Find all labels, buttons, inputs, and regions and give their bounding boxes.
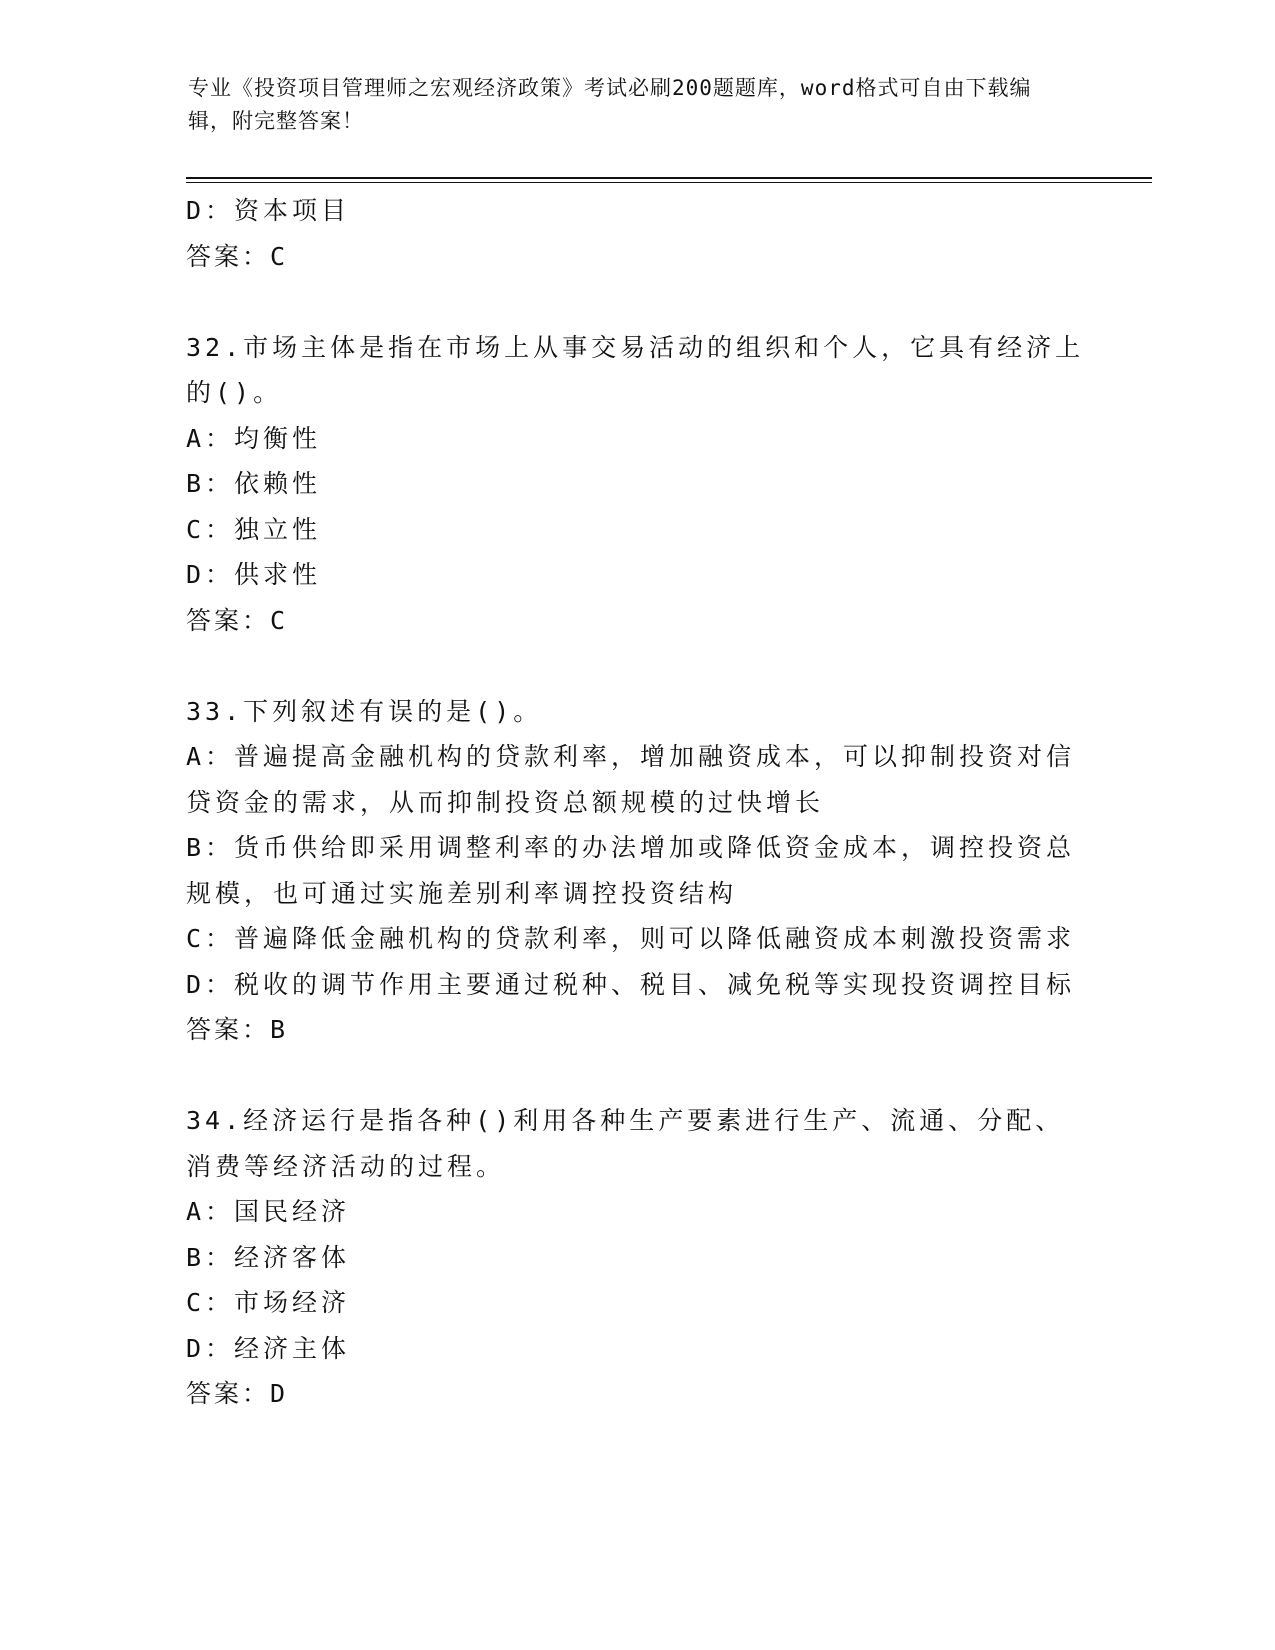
document-header <box>188 72 1068 138</box>
option-b: B：经济客体 <box>186 1242 351 1272</box>
header-divider-bottom <box>186 182 1152 183</box>
option-c: C：独立性 <box>186 514 322 544</box>
option-d: D：税收的调节作用主要通过税种、税目、减免税等实现投资调控目标 <box>186 969 1076 999</box>
option-a: A：均衡性 <box>186 423 322 453</box>
spacer <box>186 643 1086 689</box>
header-divider-top <box>186 177 1152 179</box>
question-stem: 34.经济运行是指各种()利用各种生产要素进行生产、流通、分配、消费等经济活动的过程。 <box>186 1106 1065 1181</box>
answer: 答案：C <box>186 605 289 635</box>
option-b: B：依赖性 <box>186 469 322 498</box>
option-c: C：普遍降低金融机构的贷款利率，则可以降低融资成本刺激投资需求 <box>186 924 1076 953</box>
option-b: B：货币供给即采用调整利率的办法增加或降低资金成本，调控投资总规模，也可通过实施差别利率调控投资结构 <box>186 833 1076 908</box>
answer: 答案：D <box>186 1379 289 1408</box>
option-d: D：供求性 <box>186 560 322 589</box>
option-a: A：国民经济 <box>186 1197 351 1226</box>
question-34 <box>186 1098 1086 1417</box>
question-list <box>186 188 1086 1417</box>
spacer <box>186 279 1086 325</box>
answer: 答案：B <box>186 1015 289 1044</box>
question-stem: 32.市场主体是指在市场上从事交易活动的组织和个人，它具有经济上的()。 <box>186 332 1085 407</box>
option-c: C：市场经济 <box>186 1288 351 1317</box>
prev-answer: 答案：C <box>186 241 289 271</box>
option-d: D：经济主体 <box>186 1333 351 1363</box>
header-title: 专业《投资项目管理师之宏观经济政策》考试必刷200题题库，word格式可自由下载编辑，附完整答案！ <box>188 76 1032 133</box>
question-32 <box>186 325 1086 644</box>
spacer <box>186 1053 1086 1099</box>
question-stem: 33.下列叙述有误的是()。 <box>186 696 543 726</box>
option-a: A：普遍提高金融机构的贷款利率，增加融资成本，可以抑制投资对信贷资金的需求，从而抑制投资总额规模的过快增长 <box>186 742 1076 817</box>
prev-option-d: D：资本项目 <box>186 196 351 225</box>
question-33 <box>186 689 1086 1053</box>
